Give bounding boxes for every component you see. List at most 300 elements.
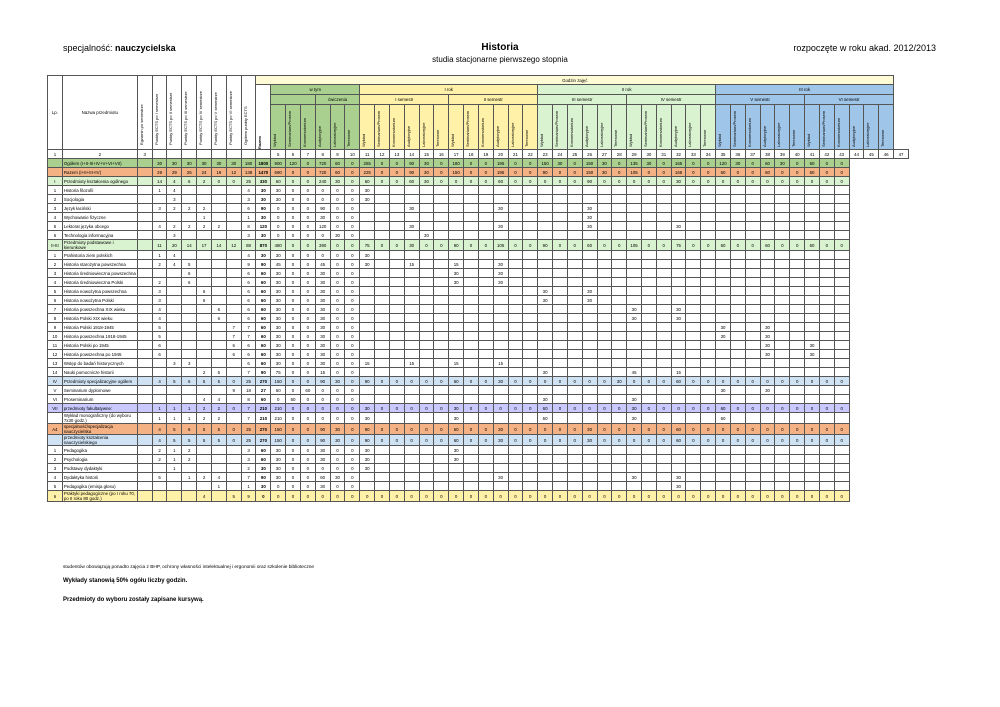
row-value: 60 [256,446,271,455]
row-value: 0 [790,177,805,186]
row-value [182,491,197,502]
row-value [834,464,849,473]
row-lp: 8 [48,314,63,323]
col-header-form-label: Konwersatorium [657,118,663,147]
row-value: 0 [805,491,820,502]
row-value: 90 [256,473,271,482]
row-value: 0 [582,377,597,386]
index-cell: 37 [745,150,760,159]
row-value [464,341,479,350]
row-value [182,482,197,491]
row-value: 30 [730,159,745,168]
row-value: 90 [538,168,553,177]
index-cell: 20 [493,150,508,159]
row-value [553,260,568,269]
row-value [493,350,508,359]
row-value [641,213,656,222]
row-value [716,350,731,359]
row-value: 0 [345,386,360,395]
row-value [701,332,716,341]
row-value: 5 [197,435,212,446]
row-value: 900 [271,159,286,168]
row-value: 90 [315,377,330,386]
row-value: 2 [167,204,182,213]
row-value: 1 [167,413,182,424]
row-value: 1 [241,482,256,491]
row-value: 120 [256,222,271,231]
row-value: 0 [315,186,330,195]
row-value [523,287,538,296]
row-value [641,395,656,404]
table-row [48,231,909,240]
row-value [152,368,167,377]
row-value [211,278,226,287]
row-value: 0 [271,395,286,404]
row-value: 2 [197,404,212,413]
row-value [686,305,701,314]
row-value: 5 [167,435,182,446]
row-value: 0 [404,404,419,413]
row-value [805,296,820,305]
row-lp: 3 [48,464,63,473]
row-value: 0 [300,491,315,502]
row-name: Praktyki pedagogiczne (po I roku 70, po II roku 80 godz.) [62,491,137,502]
row-value [211,350,226,359]
row-value [790,287,805,296]
row-value [567,446,582,455]
col-header-form-label: Seminarium/Prosem [287,110,293,147]
row-value [464,464,479,473]
row-value [197,386,212,395]
index-cell [241,150,256,159]
row-value [508,213,523,222]
row-value [597,386,612,395]
row-value [641,231,656,240]
row-value [478,222,493,231]
row-value [167,305,182,314]
col-header-form-label: Audytoryjne [761,125,767,147]
table-row [48,251,909,260]
row-value: 5 [211,368,226,377]
row-value: 30 [197,159,212,168]
row-value: 0 [686,377,701,386]
row-value [137,413,152,424]
row-value [538,251,553,260]
row-value: 0 [775,177,790,186]
row-value: 0 [300,168,315,177]
row-value [775,195,790,204]
row-value [419,464,434,473]
row-value [182,368,197,377]
row-value [464,222,479,231]
row-value [553,314,568,323]
row-value: 6 [211,314,226,323]
row-name: Proseminarium [62,395,137,404]
row-value [375,359,390,368]
row-value [760,455,775,464]
row-value [493,323,508,332]
row-value: 0 [300,231,315,240]
row-value: 0 [553,435,568,446]
row-value: 0 [286,350,301,359]
row-value: 0 [286,213,301,222]
row-value: 30 [538,368,553,377]
row-value: 0 [434,168,449,177]
row-value [434,359,449,368]
row-value [197,350,212,359]
row-value: 0 [330,395,345,404]
row-value: 0 [656,404,671,413]
row-value: 0 [286,341,301,350]
row-lp: 4 [48,213,63,222]
table-row [48,435,909,446]
col-header-form-label: Konwersatorium [390,118,396,147]
row-value: 0 [597,377,612,386]
row-value: 0 [345,341,360,350]
row-value [152,269,167,278]
row-value: 4 [152,424,167,435]
row-value [478,341,493,350]
table-row [48,305,909,314]
row-value [745,213,760,222]
row-value [523,464,538,473]
row-value: 60 [315,473,330,482]
row-value: 0 [286,186,301,195]
row-value [716,213,731,222]
row-value [419,473,434,482]
row-value [137,213,152,222]
table-row [48,491,909,502]
row-value [819,323,834,332]
row-name: Język łaciński [62,204,137,213]
row-value: 0 [686,404,701,413]
index-cell: 44 [849,150,864,159]
row-value: 0 [464,177,479,186]
row-value: 30 [271,195,286,204]
row-value: 30 [360,195,375,204]
row-value: 30 [271,455,286,464]
row-value [790,455,805,464]
row-value [137,269,152,278]
row-value: 90 [315,424,330,435]
row-value: 150 [449,168,464,177]
row-value: 0 [612,177,627,186]
row-value [701,260,716,269]
row-value [478,386,493,395]
row-value: 150 [582,168,597,177]
row-value: 0 [745,159,760,168]
row-value [627,296,642,305]
row-value [523,269,538,278]
row-value: 0 [300,195,315,204]
col-header-form [345,104,360,149]
row-value [523,260,538,269]
row-value [538,332,553,341]
row-value [434,368,449,377]
row-value: 0 [508,404,523,413]
row-value: 3 [182,359,197,368]
row-value [464,323,479,332]
row-value: 5 [197,377,212,386]
row-value [701,278,716,287]
row-value [612,278,627,287]
row-value: 30 [493,473,508,482]
row-value [523,332,538,341]
row-value [152,195,167,204]
row-value [775,455,790,464]
row-value: 0 [701,377,716,386]
row-value [404,413,419,424]
row-value: 0 [449,177,464,186]
row-value [167,350,182,359]
row-value: 0 [300,278,315,287]
row-value [760,464,775,473]
row-value [523,482,538,491]
row-value: 1 [152,404,167,413]
col-header-form [567,104,582,149]
row-value [478,350,493,359]
row-value [211,204,226,213]
row-value: 0 [419,240,434,251]
row-value: 0 [656,424,671,435]
row-value [582,278,597,287]
row-value: 255 [360,159,375,168]
row-value [567,260,582,269]
row-value: 9 [241,491,256,502]
row-value: 60 [538,404,553,413]
row-value: 0 [315,231,330,240]
row-value: 30 [330,177,345,186]
row-value [360,395,375,404]
row-value: 0 [345,359,360,368]
row-value [597,251,612,260]
row-value [508,222,523,231]
row-value: 0 [464,377,479,386]
row-value: 0 [567,424,582,435]
row-value: 30 [360,251,375,260]
row-value: 3 [167,231,182,240]
row-value [167,395,182,404]
col-header-form [775,104,790,149]
note-lectures: Wykłady stanowią 50% ogółu liczby godzin. [63,578,188,584]
row-value: 0 [375,177,390,186]
row-value [434,213,449,222]
row-value [701,323,716,332]
row-value [701,341,716,350]
row-value: 2 [197,473,212,482]
row-value: 105 [627,168,642,177]
row-value: 2 [197,222,212,231]
col-header-ects [211,76,226,150]
row-name: Pedagogika [62,446,137,455]
row-value [360,386,375,395]
row-value: 30 [493,278,508,287]
row-name: Historia nowożytna Polski [62,296,137,305]
row-name: Historia Polski XIX wieku [62,314,137,323]
row-value: 0 [656,177,671,186]
row-value: 30 [805,341,820,350]
row-value: 0 [656,168,671,177]
row-value: 0 [345,296,360,305]
row-value [612,287,627,296]
row-value [197,359,212,368]
index-cell: 41 [805,150,820,159]
row-value [197,278,212,287]
row-value: 30 [627,305,642,314]
row-value: 30 [419,231,434,240]
row-value [671,386,686,395]
row-value: 30 [582,222,597,231]
row-value [464,260,479,269]
row-value: 0 [345,424,360,435]
table-row [48,177,909,186]
col-header-exercises: ćwiczenia [315,94,359,104]
col-header-form-label: Seminarium/Prosem [731,110,737,147]
row-value: 0 [345,332,360,341]
row-value: 0 [271,204,286,213]
row-value [375,413,390,424]
row-value: 0 [656,240,671,251]
row-value: 0 [345,177,360,186]
row-value: 27 [256,386,271,395]
row-value [716,278,731,287]
row-value [745,251,760,260]
row-value [508,482,523,491]
row-value [419,341,434,350]
row-value: 30 [315,305,330,314]
row-value [686,269,701,278]
row-value [730,231,745,240]
col-header-form-label: Terenowe [435,129,441,147]
row-value: 60 [256,305,271,314]
row-value [197,314,212,323]
row-value [375,314,390,323]
row-value [775,204,790,213]
row-value: 30 [256,251,271,260]
row-value: 0 [434,377,449,386]
row-value [449,464,464,473]
row-value [686,251,701,260]
row-value [597,231,612,240]
row-value: 3 [152,296,167,305]
row-value [360,314,375,323]
row-value: 0 [790,159,805,168]
index-cell [152,150,167,159]
row-value [567,350,582,359]
row-value: 0 [434,404,449,413]
row-value [656,386,671,395]
row-value: 30 [360,464,375,473]
row-value [819,464,834,473]
row-value [775,186,790,195]
row-value [404,231,419,240]
row-value [211,386,226,395]
row-value: 120 [315,222,330,231]
row-value [730,314,745,323]
row-value: 0 [286,332,301,341]
row-value: 30 [167,159,182,168]
row-value [775,473,790,482]
row-value [686,213,701,222]
row-value: 17 [197,240,212,251]
row-value [508,323,523,332]
row-value [567,368,582,377]
row-value [419,287,434,296]
row-value: 4 [152,314,167,323]
row-value [834,413,849,424]
row-value: 30 [315,341,330,350]
row-lp: 3 [48,269,63,278]
row-value: 0 [523,404,538,413]
row-value: 0 [597,177,612,186]
row-value: 30 [449,404,464,413]
row-value [404,213,419,222]
row-value [493,446,508,455]
row-value: 3 [152,287,167,296]
row-value [582,323,597,332]
row-value [730,455,745,464]
row-value: 60 [805,168,820,177]
row-value [686,287,701,296]
row-value: 30 [760,386,775,395]
col-header-form-label: Laboratoryjne [420,122,426,147]
row-value [478,251,493,260]
row-value: 45 [315,260,330,269]
row-value: 180 [241,159,256,168]
row-value: 0 [730,424,745,435]
row-value: 0 [345,278,360,287]
row-value [701,386,716,395]
row-value [434,314,449,323]
row-value [478,482,493,491]
row-value: 30 [582,435,597,446]
row-value [493,386,508,395]
row-value [404,195,419,204]
row-value [641,359,656,368]
row-value: 30 [597,168,612,177]
row-value [567,204,582,213]
index-cell: 19 [478,150,493,159]
index-cell: 43 [834,150,849,159]
row-value [434,222,449,231]
row-value [686,446,701,455]
row-value [597,455,612,464]
row-value: 1 [241,213,256,222]
row-value: 0 [315,251,330,260]
row-value [152,231,167,240]
row-value: 690 [271,168,286,177]
row-value: 60 [760,240,775,251]
row-value [790,204,805,213]
row-value: 3 [241,231,256,240]
row-value [493,251,508,260]
row-value: 0 [330,404,345,413]
row-value: 30 [612,377,627,386]
row-value: 4 [241,186,256,195]
row-value [805,395,820,404]
row-value: 30 [315,278,330,287]
row-value [508,231,523,240]
col-header-form [819,104,834,149]
row-value [641,413,656,424]
row-value: 5 [167,377,182,386]
row-value [686,314,701,323]
row-value [790,231,805,240]
row-value [464,231,479,240]
row-value [834,222,849,231]
row-value: 0 [553,424,568,435]
row-value [493,332,508,341]
